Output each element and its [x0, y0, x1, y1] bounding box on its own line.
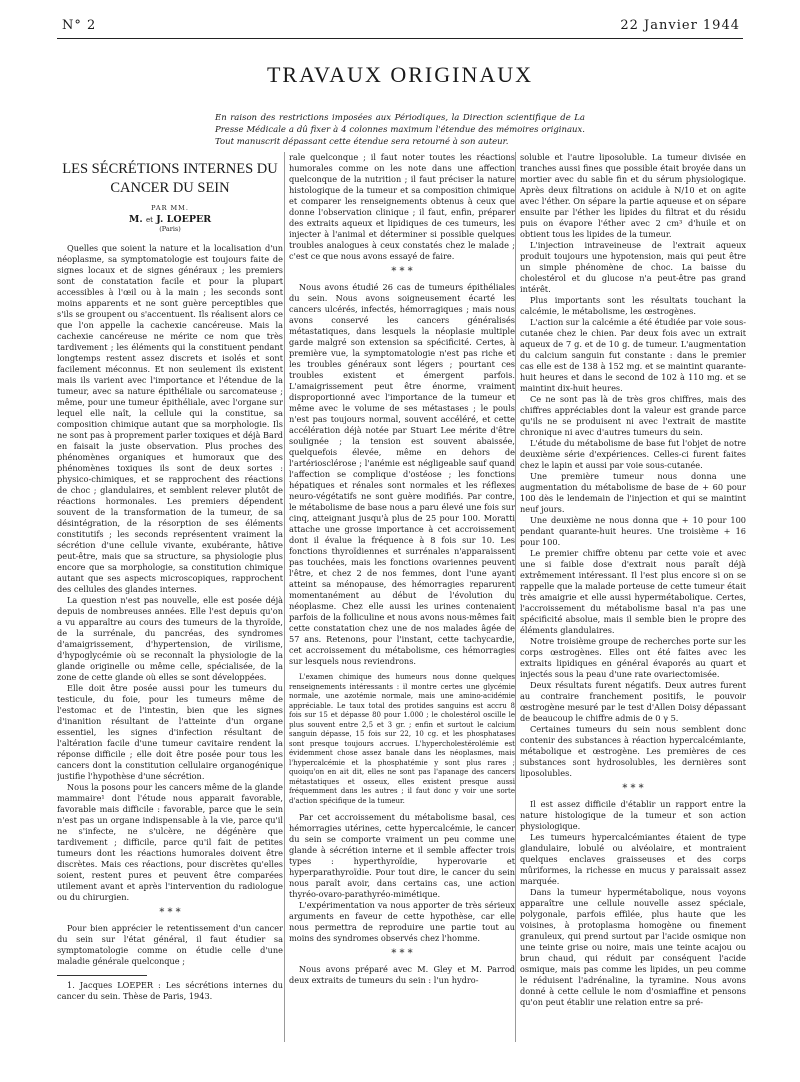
- byline-prefix: PAR MM.: [151, 204, 189, 212]
- paragraph: Elle doit être posée aussi pour les tumeurs du testicule, du foie, pour les tumeurs même de l'estomac et de l'intestin, bien que les signes d'inanition résultant de l'atteinte d'un organe essentiel, les signes d'infection résultant de l'altération facile d'une tumeur cavitaire rendent la réponse difficile ; elle doit être posée pour tous les cancers dont la constitution cellulaire organogénique justifie l'hypothèse d'une sécrétion.: [57, 683, 283, 781]
- paragraph: L'action sur la calcémie a été étudiée par voie sous-cutanée chez le chien. Par deux fois avec un extrait aqueux de 7 g. et de 10 g. de tumeur. L'augmentation du calcium sanguin fut constante : dans le premier cas elle est de 138 à 152 mg. et se maintint quarante-huit heures et dans le second de 102 à 110 mg. et se maintint dix-huit heures.: [520, 317, 746, 393]
- paragraph: Nous la posons pour les cancers même de la glande mammaire¹ dont l'étude nous apparait favorable, favorable mais difficile : favorable, parce que le sein n'est pas un organe indispensable à la vie, parce qu'il ne s'infecte, ne s'ulcère, ne dégénère que tardivement ; difficile, parce qu'il fait de petites tumeurs dont les réactions humorales doivent être discrètes. Mais ces réactions, pour discrètes qu'elles soient, restent pures et peuvent être comparées utilement avant et après l'intervention du radiologue ou du chirurgien.: [57, 782, 283, 902]
- column-3: [520, 152, 746, 1052]
- section-title: TRAVAUX ORIGINAUX: [266, 62, 534, 87]
- paragraph: L'étude du métabolisme de base fut l'objet de notre deuxième série d'expériences. Celles-ci furent faites chez le lapin et aussi par voie sous-cutanée.: [520, 438, 746, 470]
- author-2: J. LOEPER: [156, 214, 212, 225]
- footnote: 1. Jacques LOEPER : Les sécrétions internes du cancer du sein. Thèse de Paris, 1943.: [57, 980, 283, 1001]
- editorial-note: En raison des restrictions imposées aux Périodiques, la Direction scientifique de La Presse Médicale a dû fixer à 4 colonnes maximum l'étendue des mémoires originaux. Tout manuscrit dépassant cette étendue sera retourné à son auteur.: [215, 113, 585, 147]
- paragraph: Dans la tumeur hypermétabolique, nous voyons apparaître une cellule nouvelle assez spéciale, polygonale, parfois effilée, plus haute que les voisines, à protoplasma homogène ou finement granuleux, qui prend surtout par l'acide osmique non une teinte grise ou noire, mais une teinte acajou ou brun chaud, qui réduit par conséquent l'acide osmique, mais pas comme les lipides, un peu comme le réduisent l'adrénaline, la tyramine. Nous avons donné à cette cellule le nom d'osmiaffine et pensons qu'on peut établir une relation entre sa pré-: [520, 887, 746, 1007]
- paragraph: L'injection intraveineuse de l'extrait aqueux produit toujours une hypotension, mais qui peut être un simple phénomène de choc. La baisse du cholestérol et du glucose n'a peut-être pas grand intérêt.: [520, 240, 746, 294]
- paragraph: L'expérimentation va nous apporter de très sérieux arguments en faveur de cette hypothèse, car elle nous permettra de reproduire une partie tout au moins des syndromes observés chez l'homme.: [289, 900, 515, 943]
- paragraph: Il est assez difficile d'établir un rapport entre la nature histologique de la tumeur et son action physiologique.: [520, 799, 746, 831]
- paragraph: Les tumeurs hypercalcémiantes étaient de type glandulaire, lobulé ou alvéolaire, et montraient quelques enclaves graisseuses et des corps mûriformes, la richesse en mucus y paraissait assez marquée.: [520, 832, 746, 886]
- issue-date: 22 Janvier 1944: [620, 18, 740, 33]
- paragraph: Une deuxième ne nous donna que + 10 pour 100 pendant quarante-huit heures. Une troisième + 16 pour 100.: [520, 515, 746, 547]
- paragraph: Une première tumeur nous donna une augmentation du métabolisme de base de + 60 pour 100 dès le lendemain de l'injection et qui se maintint neuf jours.: [520, 471, 746, 514]
- footnote-rule: [57, 975, 147, 976]
- paragraph: Ce ne sont pas là de très gros chiffres, mais des chiffres appréciables dont la valeur est grande parce qu'ils ne se produisent ni avec l'extrait de mastite chronique ni avec d'autres tumeurs du sein.: [520, 394, 746, 437]
- masthead-rule: [57, 38, 743, 39]
- author-conjunction: et: [146, 216, 153, 224]
- author-city: (Paris): [159, 225, 181, 233]
- column-1: [57, 152, 283, 1052]
- paragraph: Le premier chiffre obtenu par cette voie et avec une si faible dose d'extrait nous paraît déjà extrêmement intéressant. Il l'est plus encore si on se rappelle que la malade porteuse de cette tumeur était très amaigrie et elle aussi hypermétabolique. Certes, l'accroissement du métabolisme basal n'a pas une spécificité absolue, mais il semble bien le propre des éléments glandulaires.: [520, 548, 746, 635]
- paragraph: Par cet accroissement du métabolisme basal, ces hémorragies utérines, cette hypercalcémie, le cancer du sein se comporte vraiment un peu comme une glande à sécrétion interne et il semble affecter trois types : hyperthyroïdie, hyperovarie et hyperparathyroïdie. Pour tout dire, le cancer du sein nous paraît avoir, dans certains cas, une action thyréo-ovaro-parathyréo-mimétique.: [289, 812, 515, 899]
- paragraph: Nous avons préparé avec M. Gley et M. Parrod deux extraits de tumeurs du sein : l'un hydro-: [289, 964, 515, 985]
- paragraph: soluble et l'autre liposoluble. La tumeur divisée en tranches aussi fines que possible était broyée dans un mortier avec du sable fin et du sérum physiologique. Après deux filtrations on acidule à N/10 et on agite avec l'éther. On sépare la partie aqueuse et on sépare ensuite par l'éther les lipides du filtrat et du résidu puis on évapore l'éther avec 2 cm³ d'huile et on obtient tous les lipides de la tumeur.: [520, 152, 746, 239]
- column-2: [289, 152, 515, 1052]
- column-divider: [515, 152, 516, 1042]
- paragraph: Deux résultats furent négatifs. Deux autres furent au contraire franchement positifs, le pouvoir œstrogène mesuré par le test d'Allen Doisy dépassant de beaucoup le chiffre admis de 0 γ 5.: [520, 680, 746, 723]
- section-separator: * * *: [159, 907, 181, 918]
- paragraph: Notre troisième groupe de recherches porte sur les corps œstrogènes. Elles ont été faites avec les extraits lipidiques en général évaporés au quart et injectés sous la peau d'une rate ovariectomisée.: [520, 636, 746, 679]
- paragraph: Certaines tumeurs du sein nous semblent donc contenir des substances à réaction hypercalcémiante, métabolique et œstrogène. Les premières de ces substances sont hydrosolubles, les dernières sont liposolubles.: [520, 724, 746, 778]
- authors: [57, 214, 283, 225]
- paragraph-small: L'examen chimique des humeurs nous donne quelques renseignements intéressants : il montre certes une glycémie normale, une azotémie normale, mais une amino-acidémie appréciable. Le taux total des protides sanguins est accru 8 fois sur 15 et dépasse 80 pour 1.000 ; le cholestérol oscille le plus souvent entre 2,5 et 3 gr. ; enfin et surtout le calcium sanguin dépasse, 15 fois sur 22, 10 cg. et les phosphatases sont presque toujours accrues. L'hypercholestérolémie est évidemment chose assez banale dans les néoplasmes, mais l'hypercalcémie et la phosphatémie y sont plus rares ; quoiqu'on en ait dit, elles ne sont pas l'apanage des cancers métastatiques et osseux, elles existent presque aussi fréquemment dans les autres ; il faut donc y voir une sorte d'action spécifique de la tumeur.: [289, 673, 515, 805]
- paragraph: Quelles que soient la nature et la localisation d'un néoplasme, sa symptomatologie est toujours faite de signes locaux et de signes généraux ; les premiers sont de constatation facile et pour la plupart accessibles à l'œil ou à la main ; les seconds sont moins apparents et ne sont guère perceptibles que s'ils se groupent ou s'accentuent. Ils réalisent alors ce que l'on appelle la cachexie cancéreuse. Mais la cachexie cancéreuse ne mérite ce nom que très tardivement ; les éléments qui la constituent pendant longtemps restent assez discrets et isolés et sont facilement méconnus. Et non seulement ils existent mais ils varient avec l'importance et l'étendue de la tumeur, avec sa nature épithéliale ou sarcomateuse ; même, pour une tumeur épithéliale, avec l'organe sur lequel elle naît, la cellule qui la constitue, sa composition chimique autant que sa morphologie. Ils ne sont pas à proprement parler toxiques et déjà Bard en faisait la juste observation. Plus proches des phénomènes organiques et humoraux que des phénomènes toxiques ils sont de deux sortes : physico-chimiques, et se rapprochent des réactions de choc ; glandulaires, et semblent relever plutôt de réactions hormonales. Les premiers dépendent souvent de la transformation de la tumeur, de sa désintégration, de la résorption de ses éléments constitutifs ; les seconds représentent vraiment la sécrétion d'une cellule vivante, exubérante, hâtive peut-être, mais que sa structure, sa physiologie plus encore que sa morphologie, sa constitution chimique autant que ses aspects microscopiques, rapprochent des cellules des glandes internes.: [57, 243, 283, 594]
- author-1: M.: [128, 214, 143, 225]
- section-separator: * * *: [391, 948, 413, 959]
- issue-number: N° 2: [62, 18, 97, 33]
- masthead: [0, 14, 800, 38]
- paragraph: Nous avons étudié 26 cas de tumeurs épithéliales du sein. Nous avons soigneusement écarté les cancers ulcérés, infectés, hémorragiques ; mais nous avons conservé les cancers généralisés métastatiques, dans lesquels la néoplasie multiple garde malgré son extension sa spécificité. Certes, à première vue, la symptomatologie n'est pas riche et les troubles généraux sont légers ; pourtant ces troubles existent et émergent parfois. L'amaigrissement peut être énorme, vraiment disproportionné avec l'importance de la tumeur et même avec le volume de ses métastases ; le pouls n'est pas toujours normal, souvent accéléré, et cette accélération déjà notée par Stuart Lee mérite d'être soulignée ; la tension est souvent abaissée, quelquefois élevée, même en dehors de l'artériosclérose ; l'anémie est négligeable sauf quand l'affection se complique d'ostéose ; les fonctions hépatiques et rénales sont normales et les réflexes neuro-végétatifs ne sont guère modifiés. Par contre, le métabolisme de base nous a paru élevé une fois sur cinq, atteignant jusqu'à plus de 25 pour 100. Moratti attache une grosse importance à cet accroissement dont il évalue la fréquence à 8 fois sur 10. Les fonctions thyroïdiennes et surrénales n'apparaissent pas touchées, mais les fonctions ovariennes peuvent l'être, et chez 2 de nos femmes, dont l'une ayant atteint sa ménopause, des hémorragies reparurent momentanément au début de l'évolution du néoplasme. Chez elle aussi les urines contenaient parfois de la folliculine et nous avons nous-mêmes fait cette constatation chez une de nos malades âgée de 57 ans. Retenons, pour l'instant, cette tachycardie, cet accroissement du métabolisme, ces hémorragies sur lesquels nous reviendrons.: [289, 282, 515, 666]
- paragraph: Pour bien apprécier le retentissement d'un cancer du sein sur l'état général, il faut étudier sa symptomatologie comme on étudie celle d'une maladie générale quelconque ;: [57, 923, 283, 966]
- paragraph: Plus importants sont les résultats touchant la calcémie, le métabolisme, les œstrogènes.: [520, 295, 746, 316]
- column-divider: [284, 152, 285, 1042]
- paragraph: rale quelconque ; il faut noter toutes les réactions humorales comme on les note dans une affection quelconque de la nutrition ; il faut préciser la nature histologique de la tumeur et sa composition chimique et comparer les renseignements obtenus à ceux que donne l'observation clinique ; il faut, enfin, préparer des extraits aqueux et lipidiques de ces tumeurs, les injecter à l'animal et déterminer si possible quelques troubles analogues à ceux constatés chez le malade ; c'est ce que nous avons essayé de faire.: [289, 152, 515, 261]
- article-title: LES SÉCRÉTIONS INTERNES DU CANCER DU SEIN: [62, 161, 278, 196]
- section-separator: * * *: [622, 783, 644, 794]
- section-separator: * * *: [391, 266, 413, 277]
- paragraph: La question n'est pas nouvelle, elle est posée déjà depuis de nombreuses années. Elle l'est depuis qu'on a vu apparaître au cours des tumeurs de la thyroïde, de la surrénale, du pancréas, des syndromes d'amaigrissement, d'hypertension, de virilisme, d'hypoglycémie où se reconnaît la physiologie de la glande originelle ou même celle, spécialisée, de la zone de cette glande où elles se sont développées.: [57, 595, 283, 682]
